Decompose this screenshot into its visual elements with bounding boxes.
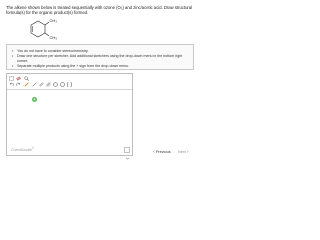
instruction-item: • You do not have to consider stereochemistry. [17,49,193,54]
ring-circle-icon[interactable] [60,82,65,87]
instruction-item: • Draw one structure per sketcher. Add additional sketchers using the drop-down menu in the bottom right corner. [17,54,193,64]
brand-name: ChemDoodle [11,148,32,152]
chevron-down-icon [125,156,130,161]
select-icon[interactable] [9,76,14,81]
undo-icon[interactable] [9,82,14,87]
instructions-box [6,44,194,70]
next-label: Next [178,150,186,154]
methyl-label-bottom: CH₃ [49,35,57,40]
instruction-item: • Separate multiple products using the + sign from the drop-down menu. [17,64,193,69]
redo-icon[interactable] [16,82,21,87]
text-bracket-icon[interactable] [67,82,72,87]
brand-mark: ® [31,146,34,150]
question-text: The alkene shown below is treated sequentially with ozone (O₃) and zinc/acetic acid. Draw structural formula(s) for the organic product(s) formed. [6,5,193,15]
bond-single-icon[interactable] [32,82,37,87]
zoom-icon[interactable] [24,76,29,81]
chevron-left-icon: ‹ [153,149,155,155]
chevron-right-icon: › [186,149,189,155]
cyclohexene-ring [31,21,45,37]
sketcher-dropdown[interactable] [124,147,130,153]
add-sketcher-button[interactable]: + [33,97,36,102]
bond-double-icon[interactable] [39,82,44,87]
pencil-icon[interactable] [24,82,29,87]
next-button[interactable] [178,150,189,154]
sketcher-panel[interactable] [6,73,133,156]
bond-triple-icon[interactable] [46,82,51,87]
previous-button[interactable] [153,150,171,154]
previous-label: Previous [155,150,171,154]
alkene-structure [28,15,60,43]
sketcher-toolbar [7,74,132,90]
ring-hexagon-icon[interactable] [53,82,58,87]
methyl-bond-top [45,22,49,25]
methyl-label-top: CH₃ [49,18,57,23]
eraser-icon[interactable] [16,76,21,81]
methyl-bond-bottom [45,33,49,36]
chemdoodle-logo [11,147,34,152]
